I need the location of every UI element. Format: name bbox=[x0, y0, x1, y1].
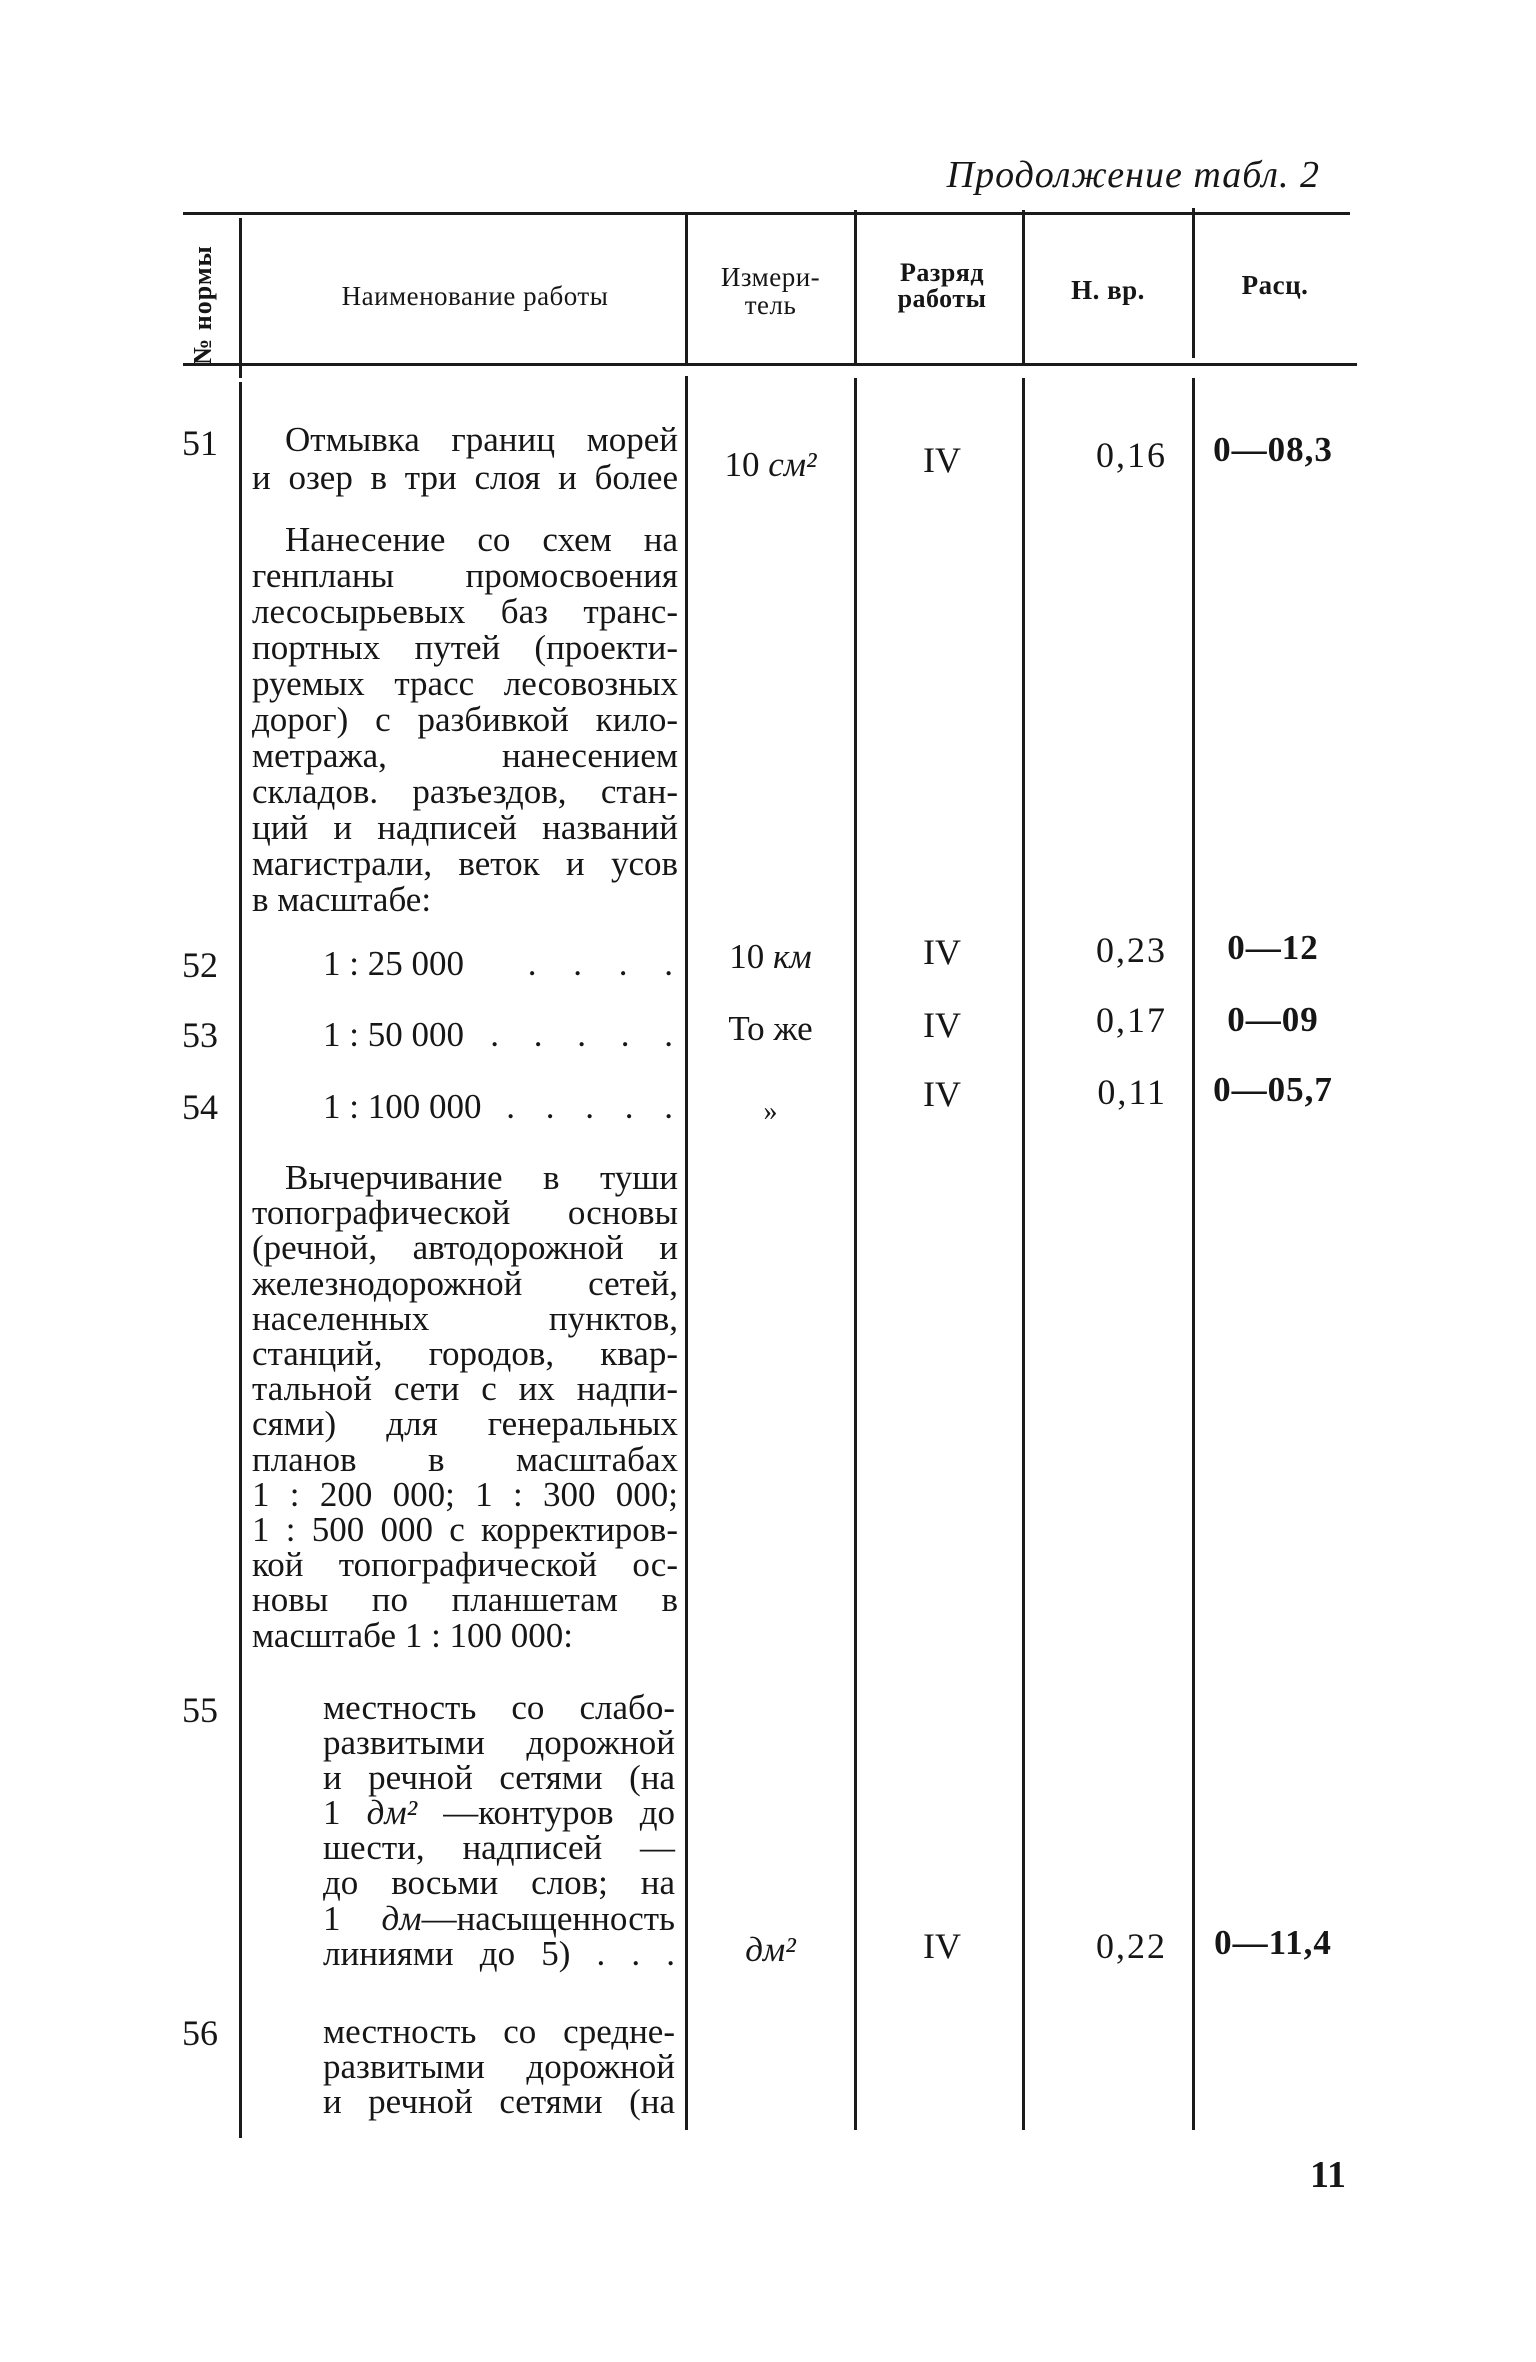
page-number: 11 bbox=[1310, 2154, 1346, 2196]
section-line: руемых трасс лесовозных bbox=[252, 664, 678, 703]
work-line: и озер в три слоя и более bbox=[252, 458, 678, 497]
scale-item bbox=[323, 1089, 673, 1125]
section-line: масштабе 1 : 100 000: bbox=[252, 1615, 574, 1655]
work-line: и речной сетями (на bbox=[323, 2082, 675, 2121]
scale-item bbox=[323, 1017, 673, 1053]
work-line: шести, надписей — bbox=[323, 1828, 675, 1868]
time-norm: 0,23 bbox=[1096, 930, 1167, 970]
norm-number: 51 bbox=[182, 423, 218, 463]
dot-leader: . . . . bbox=[527, 944, 673, 983]
time-norm: 0,16 bbox=[1096, 435, 1167, 475]
unit-name: см² bbox=[768, 445, 817, 484]
section-line: складов. разъездов, стан- bbox=[252, 772, 678, 811]
work-line bbox=[323, 1793, 675, 1833]
scale-item bbox=[323, 946, 673, 982]
rate-value: 0—11,4 bbox=[1214, 1923, 1332, 1962]
section-line: планов в масштабах bbox=[252, 1439, 678, 1479]
work-grade: IV bbox=[923, 1074, 961, 1114]
section-line: (речной, автодорожной и bbox=[252, 1228, 678, 1268]
work-description bbox=[252, 421, 678, 497]
measure-unit: То же bbox=[728, 1009, 813, 1048]
unit-name: дм bbox=[381, 1898, 422, 1938]
section-line: Вычерчивание в туши bbox=[285, 1158, 678, 1197]
body-column-rule bbox=[1022, 378, 1025, 2130]
work-line: до восьми слов; на bbox=[323, 1863, 675, 1903]
section-description bbox=[252, 1160, 678, 1653]
measure-unit: дм² bbox=[745, 1930, 796, 1969]
work-line: местность со слабо- bbox=[323, 1688, 675, 1727]
scale-label: 1 : 100 000 bbox=[323, 1087, 482, 1126]
work-description bbox=[323, 2014, 675, 2119]
rate-value: 0—05,7 bbox=[1213, 1070, 1333, 1109]
work-line: линиями до 5) . . . bbox=[323, 1933, 675, 1973]
work-line: местность со средне- bbox=[323, 2012, 675, 2051]
measure-unit bbox=[686, 939, 855, 975]
header-grade bbox=[858, 260, 1026, 312]
work-grade: IV bbox=[923, 440, 961, 480]
header-grade-line: Разряд bbox=[899, 258, 984, 287]
section-line: топографической основы bbox=[252, 1193, 678, 1233]
header-unit-line: Измери- bbox=[720, 262, 821, 292]
unit-value: 10 bbox=[729, 937, 765, 976]
norm-number: 54 bbox=[182, 1087, 218, 1127]
line-text: —насыщенность bbox=[421, 1898, 675, 1938]
section-line: кой топографической ос- bbox=[252, 1545, 678, 1585]
section-line: Нанесение со схем на bbox=[285, 520, 678, 559]
table-top-rule bbox=[183, 212, 1350, 215]
section-line: лесосырьевых баз транс- bbox=[252, 592, 678, 631]
header-column-rule bbox=[239, 218, 242, 378]
norm-number: 55 bbox=[182, 1690, 218, 1730]
header-bottom-rule bbox=[183, 363, 1357, 366]
section-line: тальной сети с их надпи- bbox=[252, 1369, 678, 1409]
line-text: 1 bbox=[323, 1898, 382, 1938]
section-line: станций, городов, квар- bbox=[252, 1334, 678, 1374]
work-line: Отмывка границ морей bbox=[285, 420, 678, 459]
unit-name: км bbox=[773, 937, 812, 976]
rate-value: 0—08,3 bbox=[1213, 430, 1333, 469]
section-line: магистрали, веток и усов bbox=[252, 844, 678, 883]
section-line: населенных пунктов, bbox=[252, 1298, 678, 1338]
section-line: железнодорожной сетей, bbox=[252, 1263, 678, 1303]
body-column-rule bbox=[685, 376, 688, 2130]
section-line: новы по планшетам в bbox=[252, 1580, 678, 1620]
work-line: развитыми дорожной bbox=[323, 2047, 675, 2086]
header-norm-number: № нормы bbox=[188, 245, 217, 365]
section-line: 1 : 200 000; 1 : 300 000; bbox=[252, 1474, 678, 1514]
measure-unit bbox=[686, 447, 855, 483]
section-line: генпланы промосвоения bbox=[252, 556, 678, 595]
section-line: дорог) с разбивкой кило- bbox=[252, 700, 678, 739]
body-column-rule bbox=[239, 382, 242, 2138]
section-line: метража, нанесением bbox=[252, 736, 678, 775]
work-line: и речной сетями (на bbox=[323, 1758, 675, 1798]
header-unit bbox=[686, 263, 855, 319]
header-grade-line: работы bbox=[897, 284, 987, 313]
scale-label: 1 : 50 000 bbox=[323, 1015, 464, 1054]
time-norm: 0,11 bbox=[1097, 1072, 1167, 1112]
header-time-norm: Н. вр. bbox=[1071, 275, 1145, 305]
norm-number: 52 bbox=[182, 945, 218, 985]
rate-value: 0—09 bbox=[1227, 1000, 1319, 1039]
continuation-title: Продолжение табл. 2 bbox=[946, 154, 1320, 196]
section-description bbox=[252, 522, 678, 918]
work-grade: IV bbox=[923, 1926, 961, 1966]
section-line: портных путей (проекти- bbox=[252, 628, 678, 667]
header-rate: Расц. bbox=[1241, 270, 1309, 300]
dot-leader: . . . . . bbox=[490, 1015, 673, 1054]
body-column-rule bbox=[1192, 378, 1195, 2130]
dot-leader: . . . . . bbox=[506, 1087, 673, 1126]
work-line: развитыми дорожной bbox=[323, 1723, 675, 1763]
line-text: —контуров до bbox=[417, 1793, 675, 1833]
section-line: сями) для генеральных bbox=[252, 1404, 678, 1444]
header-work-name: Наименование работы bbox=[341, 281, 609, 311]
scale-label: 1 : 25 000 bbox=[323, 944, 464, 983]
rate-value: 0—12 bbox=[1227, 928, 1319, 967]
header-unit-line: тель bbox=[744, 290, 797, 320]
unit-value: 10 bbox=[724, 445, 760, 484]
unit-name: дм² bbox=[366, 1793, 418, 1833]
body-column-rule bbox=[854, 378, 857, 2130]
norm-number: 53 bbox=[182, 1015, 218, 1055]
work-line bbox=[323, 1898, 675, 1938]
section-line: в масштабе: bbox=[252, 880, 432, 919]
section-line: ций и надписей названий bbox=[252, 808, 678, 847]
time-norm: 0,17 bbox=[1096, 1000, 1167, 1040]
measure-unit: » bbox=[763, 1096, 778, 1127]
time-norm: 0,22 bbox=[1096, 1926, 1167, 1966]
work-grade: IV bbox=[923, 1005, 961, 1045]
norm-number: 56 bbox=[182, 2013, 218, 2053]
section-line: 1 : 500 000 с корректиров- bbox=[252, 1510, 678, 1550]
work-grade: IV bbox=[923, 932, 961, 972]
line-text: 1 bbox=[323, 1793, 367, 1833]
work-description bbox=[323, 1690, 675, 1971]
